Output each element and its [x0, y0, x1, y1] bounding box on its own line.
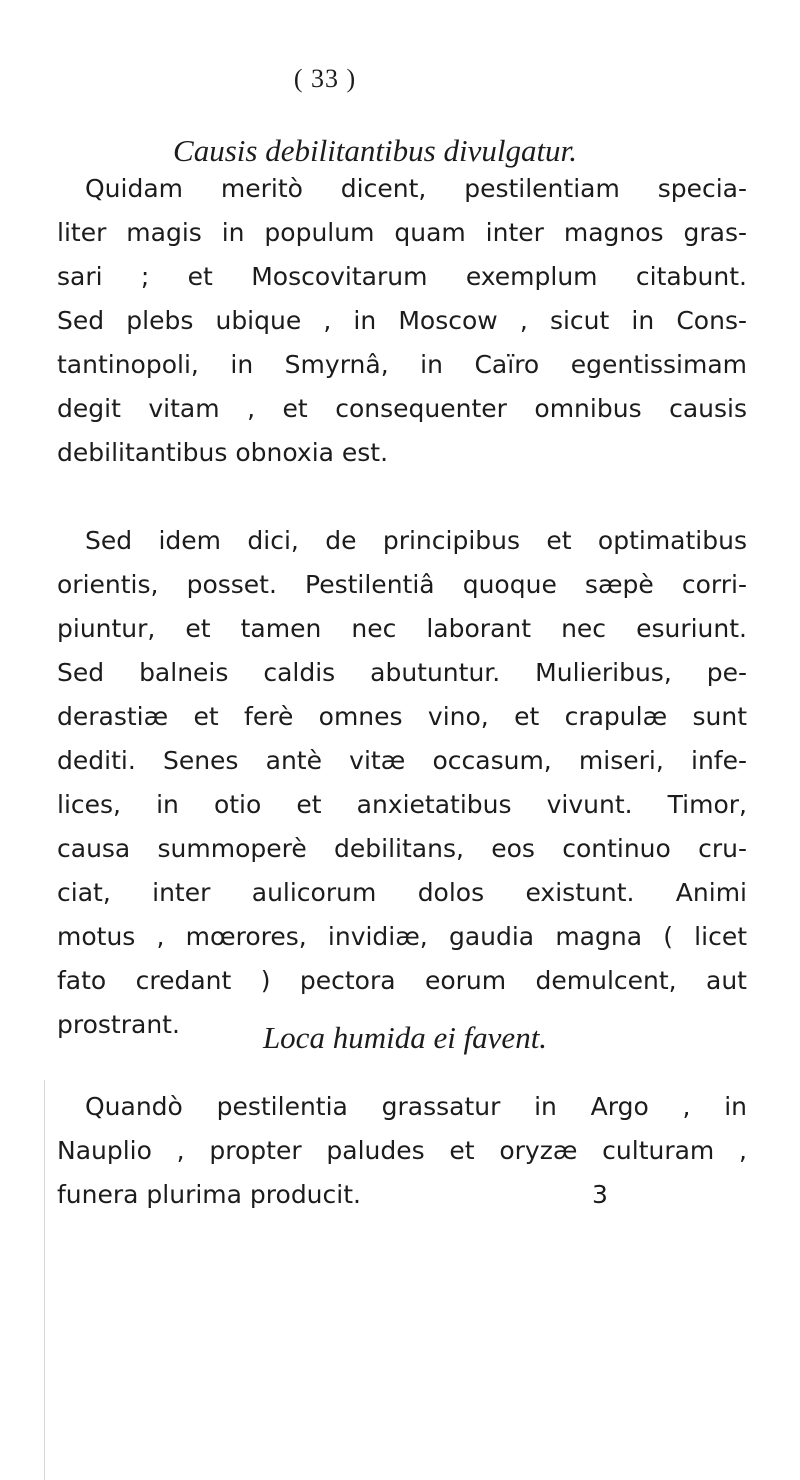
text-line: dediti. Senes antè vitæ occasum, miseri, infe- [57, 746, 747, 775]
paragraph-principes [57, 519, 747, 1047]
text-line: tantinopoli, in Smyrnâ, in Caïro egentissimam [57, 350, 747, 379]
text-line: Quidam meritò dicent, pestilentiam specia- [85, 174, 747, 203]
paragraph-nauplio [57, 1085, 747, 1217]
text-line: degit vitam , et consequenter omnibus causis [57, 394, 747, 423]
paragraph-plebs [57, 167, 747, 475]
text-line: motus , mœrores, invidiæ, gaudia magna ( licet [57, 922, 747, 951]
section-heading-causes: Causis debilitantibus divulgatur. [173, 133, 577, 168]
text-line: debilitantibus obnoxia est. [57, 438, 389, 467]
text-line: lices, in otio et anxietatibus vivunt. Timor, [57, 790, 747, 819]
text-line: liter magis in populum quam inter magnos gras- [57, 218, 747, 247]
text-line: prostrant. [57, 1010, 180, 1039]
text-line: piuntur, et tamen nec laborant nec esuriunt. [57, 614, 747, 643]
text-line: ciat, inter aulicorum dolos existunt. Animi [57, 878, 747, 907]
text-line: funera plurima producit. [57, 1180, 361, 1209]
text-line: Quandò pestilentia grassatur in Argo , in [85, 1092, 747, 1121]
text-line: Sed balneis caldis abutuntur. Mulieribus, pe- [57, 658, 747, 687]
text-line: sari ; et Moscovitarum exemplum citabunt. [57, 262, 747, 291]
margin-rule [44, 1080, 45, 1480]
text-line: fato credant ) pectora eorum demulcent, aut [57, 966, 747, 995]
text-line: causa summoperè debilitans, eos continuo cru- [57, 834, 747, 863]
text-line: Sed plebs ubique , in Moscow , sicut in Cons- [57, 306, 747, 335]
section-heading-humid-places: Loca humida ei favent. [262, 1020, 548, 1055]
text-line: Nauplio , propter paludes et oryzæ culturam , [57, 1136, 747, 1165]
text-line: derastiæ et ferè omnes vino, et crapulæ sunt [57, 702, 747, 731]
page-number: ( 33 ) [293, 64, 357, 93]
signature-mark: 3 [592, 1180, 608, 1209]
text-line: Sed idem dici, de principibus et optimatibus [85, 526, 747, 555]
text-line: orientis, posset. Pestilentiâ quoque sæpè corri- [57, 570, 747, 599]
